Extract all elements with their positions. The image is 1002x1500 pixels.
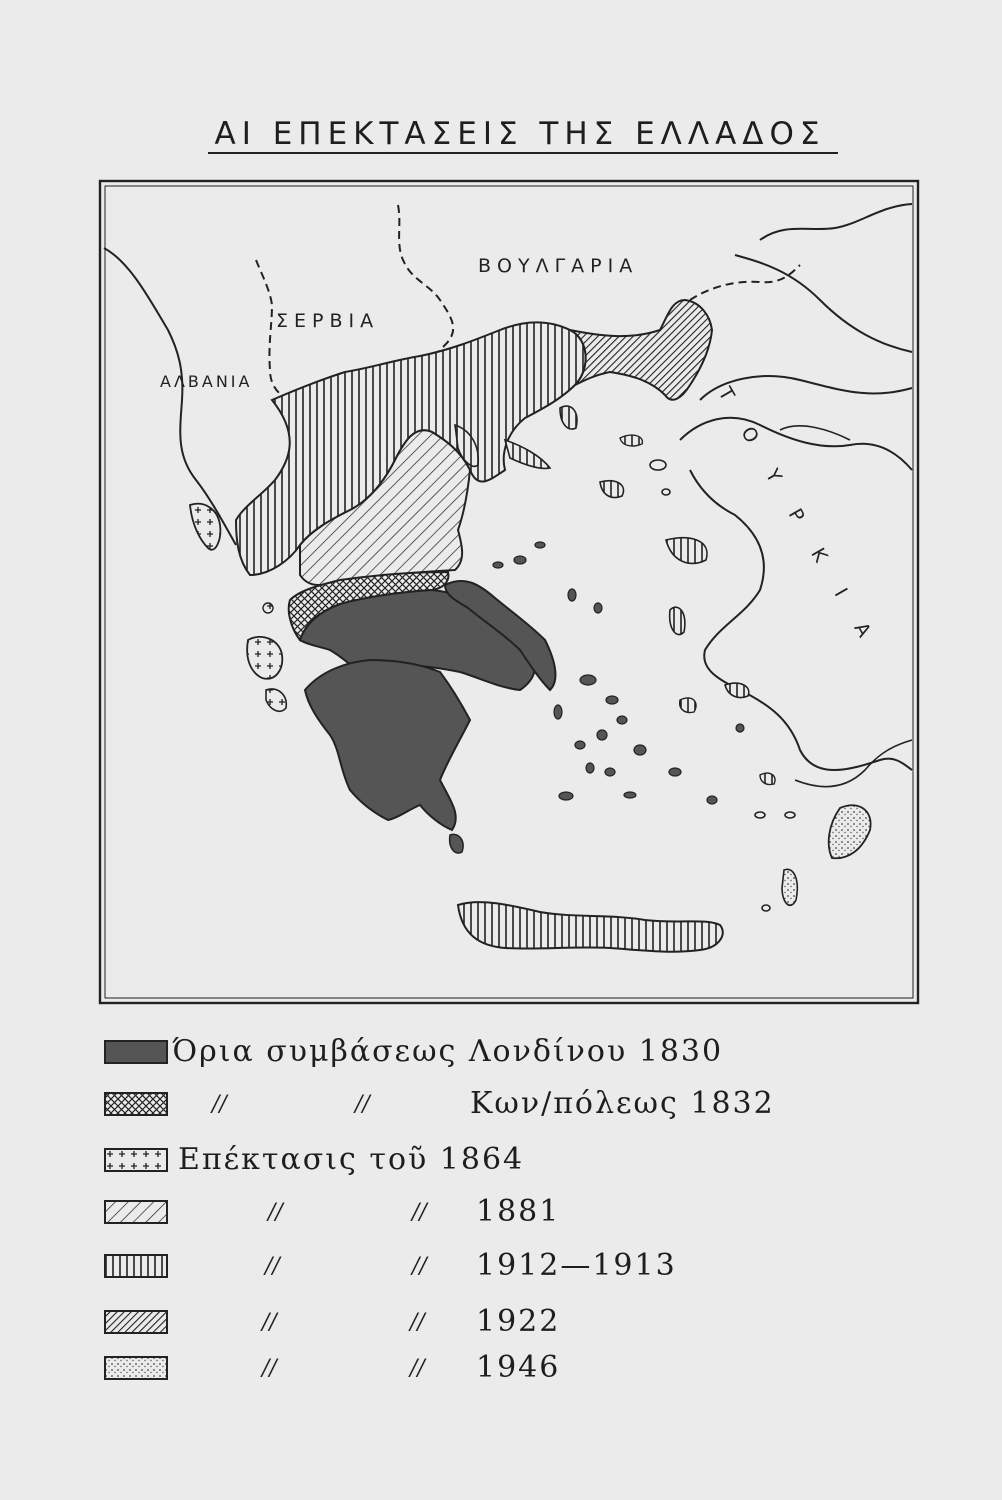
legend-text-1832: Κων/πόλεως 1832 xyxy=(470,1086,775,1121)
island-rhodes xyxy=(829,805,871,858)
swatch-vertical xyxy=(104,1254,168,1278)
island-karpathos xyxy=(782,869,797,905)
island-zakynthos xyxy=(266,689,286,711)
island-crete xyxy=(458,902,723,952)
legend-text-1881: 1881 xyxy=(476,1194,561,1229)
island-samothrace xyxy=(620,435,642,446)
ditto-mark: // xyxy=(262,1310,277,1335)
legend-text-1946: 1946 xyxy=(476,1350,561,1385)
island-samos xyxy=(725,683,749,697)
swatch-crosses xyxy=(104,1148,168,1172)
legend-text-1912-1913: 1912—1913 xyxy=(476,1248,677,1283)
island-kefalonia xyxy=(247,637,282,679)
black-sea-coast xyxy=(760,204,912,240)
label-serbia: ΣΕΡΒΙΑ xyxy=(276,310,380,332)
legend-text-1864: Επέκτασις τοῦ 1864 xyxy=(178,1142,525,1177)
label-albania: ΑΛΒΑΝΙΑ xyxy=(160,372,253,391)
bulgaria-turkey-border xyxy=(690,265,800,300)
label-bulgaria: ΒΟΥΛΓΑΡΙΑ xyxy=(478,255,639,277)
north-aegean-islets xyxy=(650,460,795,911)
ditto-mark: // xyxy=(410,1310,425,1335)
legend-text-1922: 1922 xyxy=(476,1304,561,1339)
island-chios xyxy=(670,607,685,634)
ditto-mark: // xyxy=(212,1092,227,1117)
island-kythera xyxy=(450,834,463,853)
island-thasos xyxy=(560,406,577,429)
island-lefkada xyxy=(263,603,273,613)
swatch-stipple xyxy=(104,1356,168,1380)
region-1922-thrace xyxy=(570,300,712,400)
island-lesbos xyxy=(666,538,707,564)
swatch-dense-diagonal xyxy=(104,1310,168,1334)
peninsula-athos xyxy=(505,440,550,468)
island-kalymnos xyxy=(760,773,775,784)
island-lemnos xyxy=(600,481,623,498)
swatch-crosshatch xyxy=(104,1092,168,1116)
island-ikaria xyxy=(680,698,696,713)
swatch-solid-dark xyxy=(104,1040,168,1064)
ditto-mark: // xyxy=(412,1254,427,1279)
map-title: ΑΙ ΕΠΕΚΤΑΣΕΙΣ ΤΗΣ ΕΛΛΑΔΟΣ xyxy=(214,116,826,152)
albania-coast xyxy=(104,248,236,545)
ditto-mark: // xyxy=(410,1356,425,1381)
swatch-diagonal xyxy=(104,1200,168,1224)
label-turkey: ΤΟΥΡΚΙΑ xyxy=(713,383,893,671)
legend-text-1830: Όρια συμβάσεως Λονδίνου 1830 xyxy=(172,1034,724,1069)
ditto-mark: // xyxy=(265,1254,280,1279)
ditto-mark: // xyxy=(262,1356,277,1381)
marmara-north-coast xyxy=(735,255,912,352)
region-1830-peloponnese xyxy=(305,660,470,830)
ditto-mark: // xyxy=(268,1200,283,1225)
ditto-mark: // xyxy=(355,1092,370,1117)
ditto-mark: // xyxy=(412,1200,427,1225)
